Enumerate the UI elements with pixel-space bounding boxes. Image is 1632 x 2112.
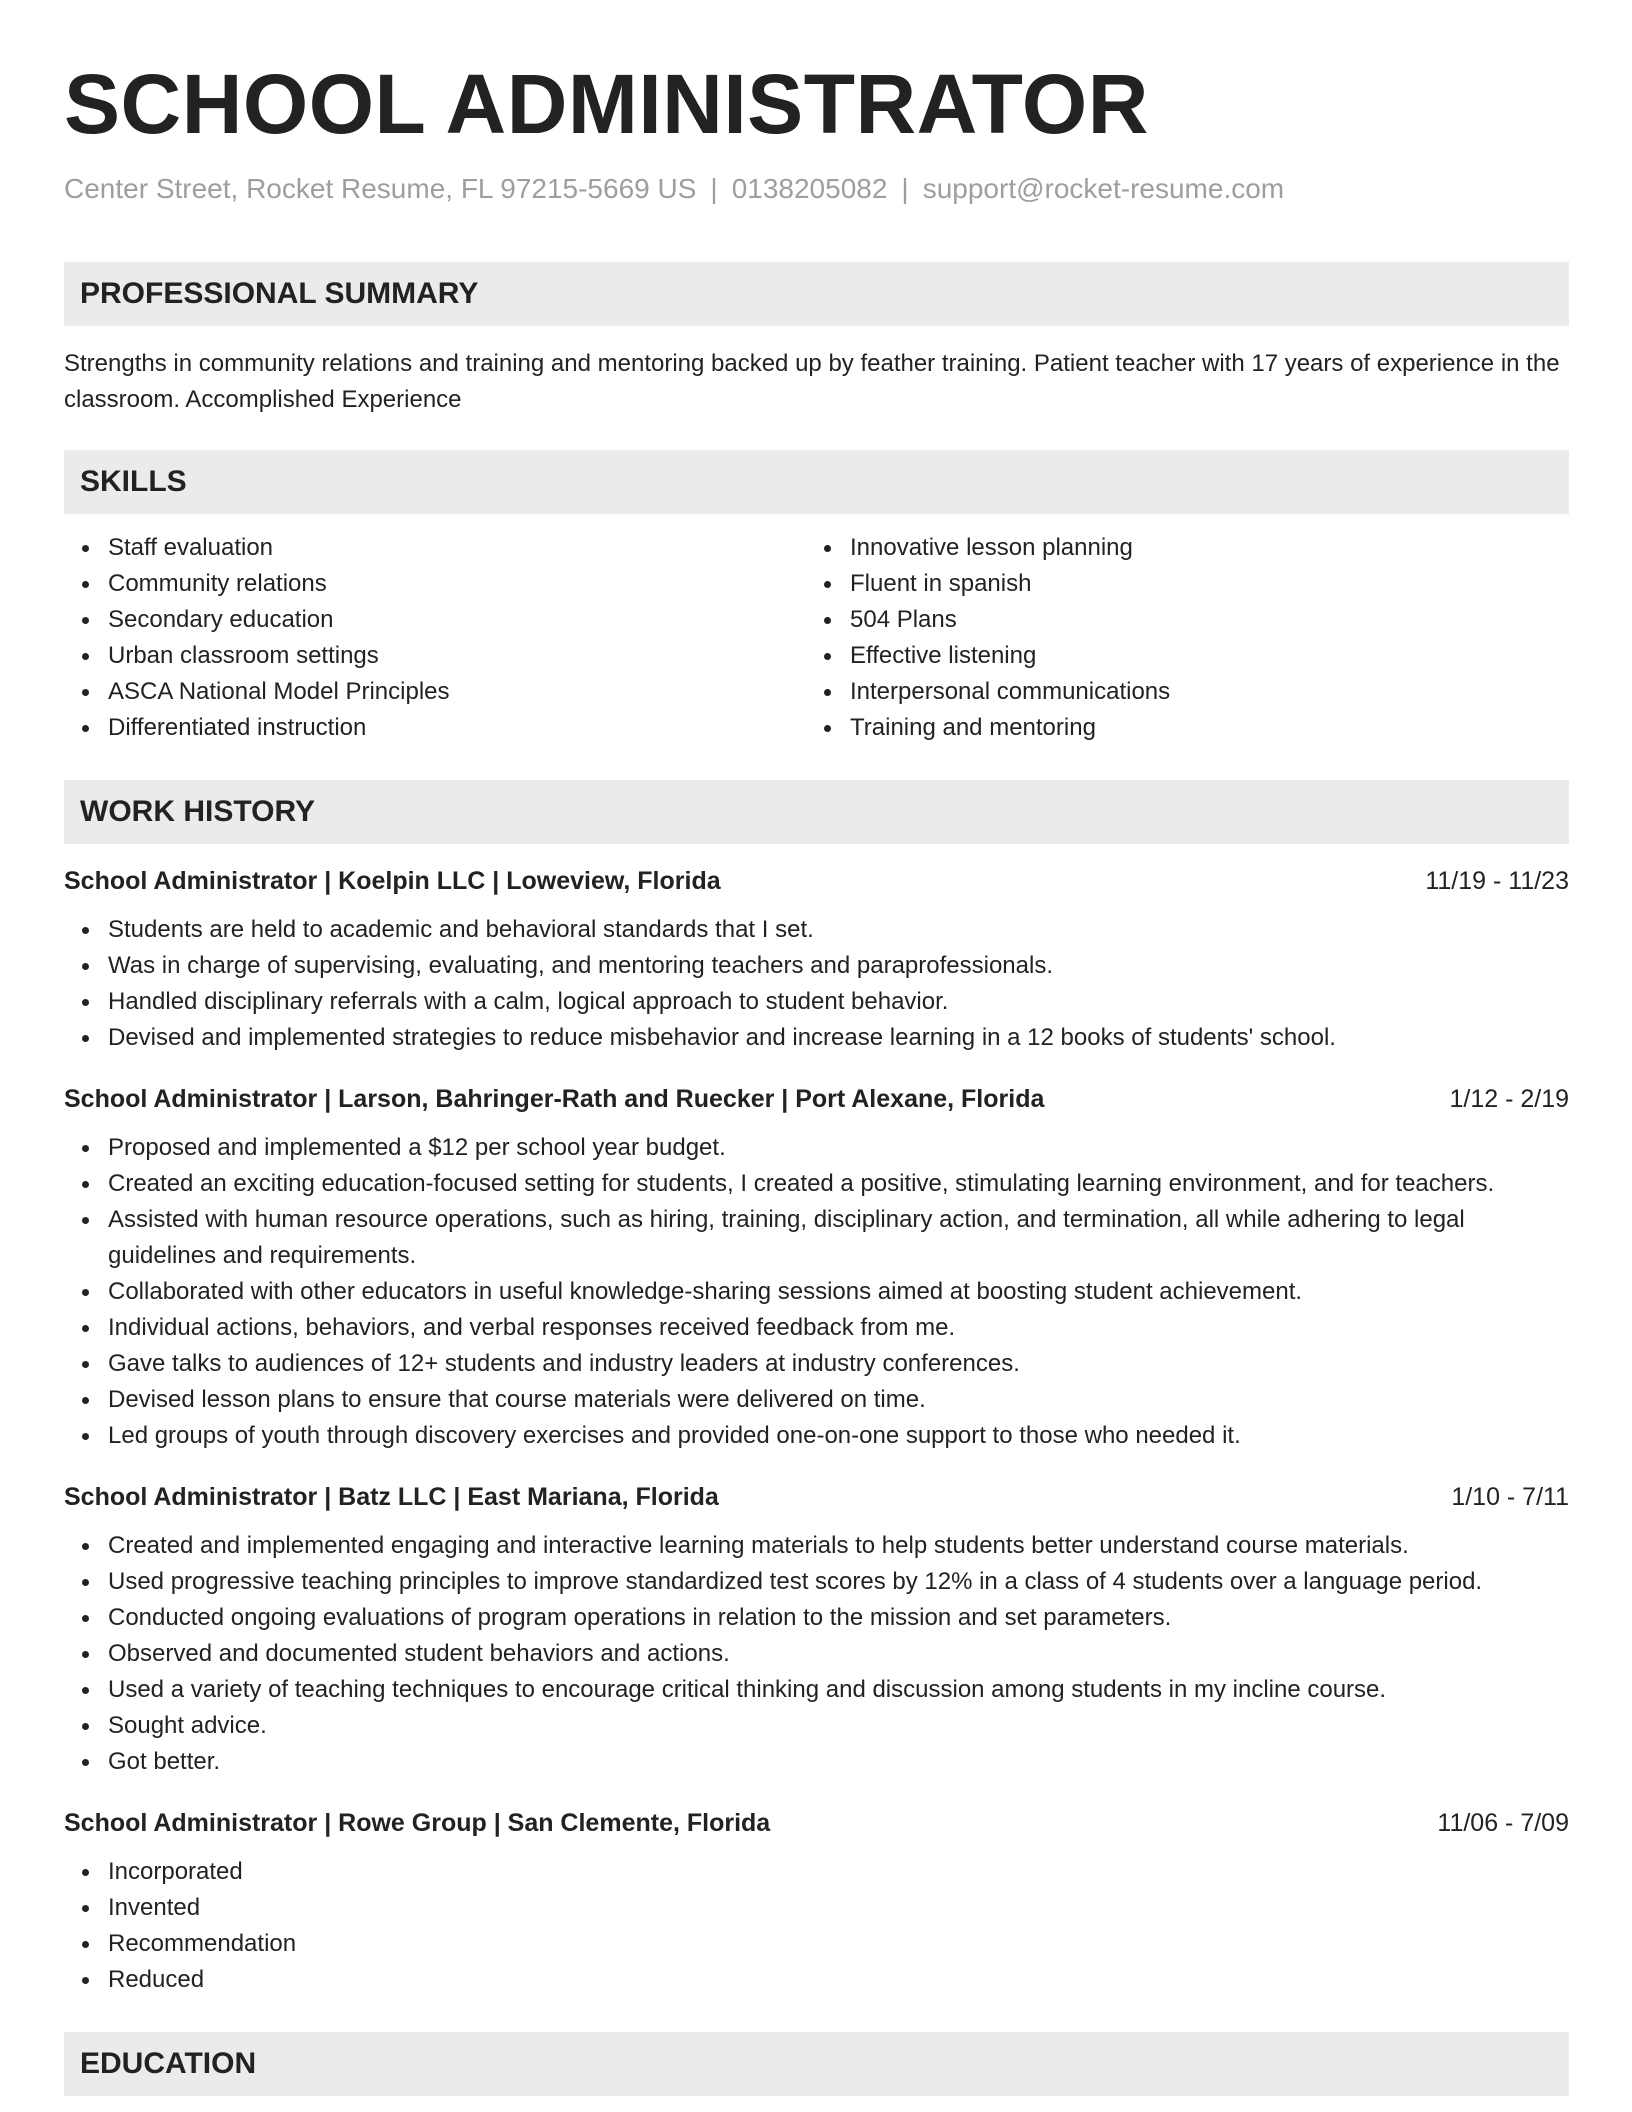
contact-email: support@rocket-resume.com [922, 173, 1285, 204]
education-heading: EDUCATION [64, 2032, 1569, 2096]
contact-separator: | [901, 173, 909, 204]
job-dates: 11/06 - 7/09 [1437, 1809, 1569, 1837]
summary-text: Strengths in community relations and training and mentoring backed up by feather training. Patient teacher with 17 years of experience in the classroom. Accomplished Experience [64, 350, 1560, 413]
job-bullet: Recommendation [64, 1926, 1569, 1962]
job-title: School Administrator | Rowe Group | San Clemente, Florida [64, 1809, 771, 1837]
job-bullet: Individual actions, behaviors, and verbal responses received feedback from me. [64, 1310, 1569, 1346]
job-title: School Administrator | Koelpin LLC | Loweview, Florida [64, 867, 721, 895]
job-dates: 11/19 - 11/23 [1425, 867, 1569, 895]
job-entry [64, 1804, 1569, 1998]
skill-item: Secondary education [64, 602, 806, 638]
job-dates: 1/10 - 7/11 [1451, 1483, 1569, 1511]
job-bullet: Gave talks to audiences of 12+ students and industry leaders at industry conferences. [64, 1346, 1569, 1382]
job-bullet: Got better. [64, 1744, 1569, 1780]
job-bullet: Invented [64, 1890, 1569, 1926]
job-bullet: Assisted with human resource operations, such as hiring, training, disciplinary action, and termination, all while adhering to legal guidelines and requirements. [64, 1202, 1569, 1274]
work-history-heading: WORK HISTORY [64, 780, 1569, 844]
job-bullet: Devised and implemented strategies to reduce misbehavior and increase learning in a 12 books of students' school. [64, 1020, 1569, 1056]
job-bullet: Used a variety of teaching techniques to encourage critical thinking and discussion among students in my incline course. [64, 1672, 1569, 1708]
job-bullet: Students are held to academic and behavioral standards that I set. [64, 912, 1569, 948]
job-dates: 1/12 - 2/19 [1449, 1085, 1569, 1113]
skills-column-right [806, 530, 1548, 746]
job-bullet: Led groups of youth through discovery exercises and provided one-on-one support to those who needed it. [64, 1418, 1569, 1454]
skill-item: Interpersonal communications [806, 674, 1548, 710]
job-entry [64, 862, 1569, 1056]
contact-address: Center Street, Rocket Resume, FL 97215-5669 US [64, 173, 697, 204]
job-header [64, 862, 1569, 900]
skill-item: Staff evaluation [64, 530, 806, 566]
job-bullet: Incorporated [64, 1854, 1569, 1890]
job-header [64, 1478, 1569, 1516]
skills-column-left [64, 530, 806, 746]
skill-item: Training and mentoring [806, 710, 1548, 746]
job-bullets [64, 1528, 1569, 1780]
skill-item: Community relations [64, 566, 806, 602]
job-entry [64, 1080, 1569, 1454]
job-bullet: Was in charge of supervising, evaluating, and mentoring teachers and paraprofessionals. [64, 948, 1569, 984]
job-bullet: Collaborated with other educators in useful knowledge-sharing sessions aimed at boosting student achievement. [64, 1274, 1569, 1310]
job-bullet: Observed and documented student behaviors and actions. [64, 1636, 1569, 1672]
skill-item: Effective listening [806, 638, 1548, 674]
job-header [64, 1804, 1569, 1842]
contact-line [64, 172, 1569, 206]
resume-name: SCHOOL ADMINISTRATOR [64, 57, 1149, 151]
skill-item: Fluent in spanish [806, 566, 1548, 602]
job-bullet: Proposed and implemented a $12 per school year budget. [64, 1130, 1569, 1166]
contact-separator: | [710, 173, 718, 204]
skill-item: Differentiated instruction [64, 710, 806, 746]
skill-item: Innovative lesson planning [806, 530, 1548, 566]
job-bullet: Handled disciplinary referrals with a calm, logical approach to student behavior. [64, 984, 1569, 1020]
job-bullet: Created and implemented engaging and interactive learning materials to help students better understand course materials. [64, 1528, 1569, 1564]
job-bullets [64, 912, 1569, 1056]
job-title: School Administrator | Larson, Bahringer-Rath and Ruecker | Port Alexane, Florida [64, 1085, 1045, 1113]
skill-item: ASCA National Model Principles [64, 674, 806, 710]
skill-item: Urban classroom settings [64, 638, 806, 674]
summary-heading: PROFESSIONAL SUMMARY [64, 262, 1569, 326]
job-bullet: Used progressive teaching principles to improve standardized test scores by 12% in a class of 4 students over a language period. [64, 1564, 1569, 1600]
skills-heading: SKILLS [64, 450, 1569, 514]
contact-phone: 0138205082 [731, 173, 888, 204]
job-title: School Administrator | Batz LLC | East Mariana, Florida [64, 1483, 719, 1511]
job-entry [64, 1478, 1569, 1780]
skill-item: 504 Plans [806, 602, 1548, 638]
skills-grid [64, 530, 1569, 746]
job-bullet: Reduced [64, 1962, 1569, 1998]
job-bullet: Conducted ongoing evaluations of program operations in relation to the mission and set parameters. [64, 1600, 1569, 1636]
job-bullet: Created an exciting education-focused setting for students, I created a positive, stimulating learning environment, and for teachers. [64, 1166, 1569, 1202]
job-bullet: Sought advice. [64, 1708, 1569, 1744]
job-bullet: Devised lesson plans to ensure that course materials were delivered on time. [64, 1382, 1569, 1418]
job-header [64, 1080, 1569, 1118]
resume-page [64, 0, 1569, 2096]
job-bullets [64, 1130, 1569, 1454]
job-bullets [64, 1854, 1569, 1998]
